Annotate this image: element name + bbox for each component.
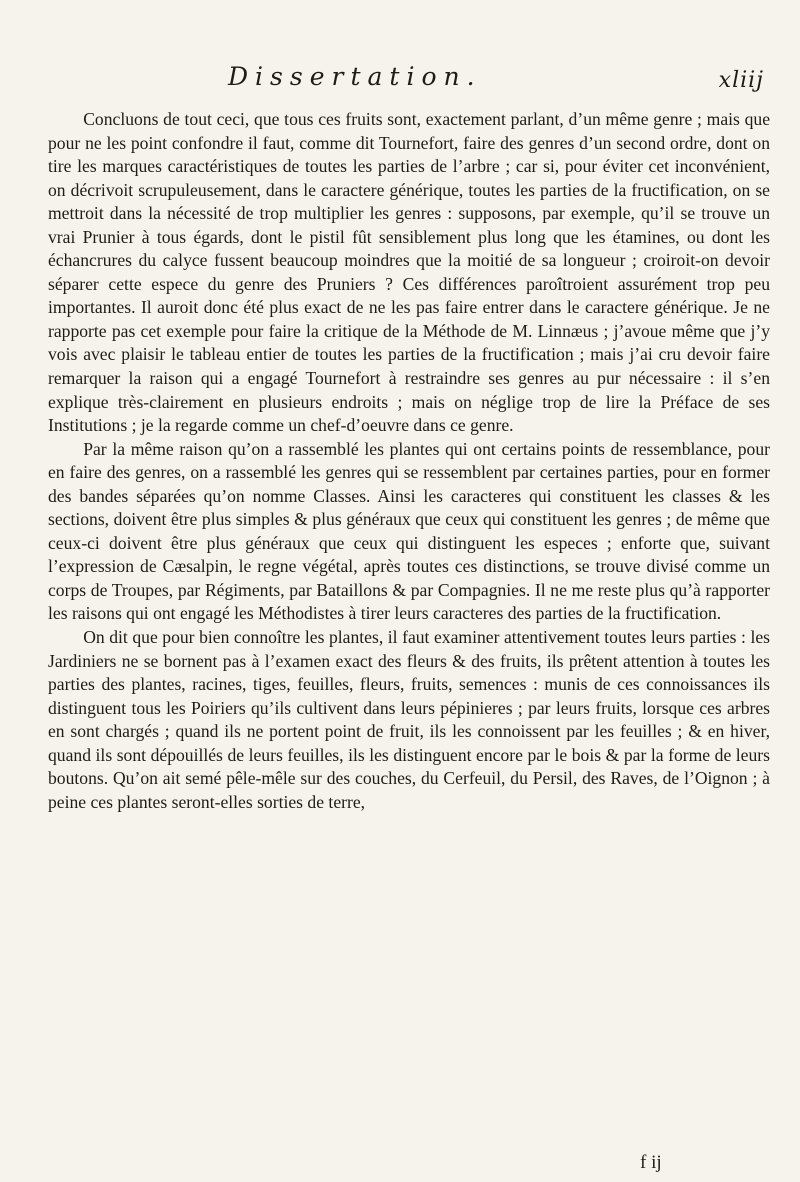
running-title: Dissertation.: [228, 62, 482, 91]
signature-mark: f ij: [640, 1152, 662, 1173]
paragraph-2: Par la même raison qu’on a rassemblé les plantes qui ont certains points de ressemblance, pour en faire des genres, on a rassemblé les genres qui se ressemblent par certaines parties, pour en former des bandes séparées qu’on nomme Classes. Ainsi les caracteres qui constituent les classes & les sections, doivent être plus simples & plus généraux que ceux qui constituent les genres ; de même que ceux-ci doivent être plus généraux que ceux qui distinguent les especes ; enforte que, suivant l’expression de Cæsalpin, le regne végétal, après toutes ces distinctions, se trouve divisé comme un corps de Troupes, par Régiments, par Bataillons & par Compagnies. Il ne me reste plus qu’à rapporter les raisons qui ont engagé les Méthodistes à tirer leurs caracteres des parties de la fructification.: [48, 438, 770, 624]
page-number: xliij: [718, 68, 764, 93]
body-text: [48, 108, 770, 814]
paragraph-1: Concluons de tout ceci, que tous ces fruits sont, exactement parlant, d’un même genre ; mais que pour ne les point confondre il faut, comme dit Tournefort, faire des genres d’un second ordre, dont on tire les marques caractéristiques de toutes les parties de l’arbre ; car si, pour éviter cet inconvénient, on décrivoit scrupuleusement, dans le caractere générique, toutes les parties de la fructification, on se mettroit dans la nécessité de trop multiplier les genres : supposons, par exemple, qu’il se trouve un vrai Prunier à tous égards, dont le pistil fût sensiblement plus long que les étamines, ou dont les échancrures du calyce fussent beaucoup moindres que la moitié de sa longueur ; croiroit-on devoir séparer cette espece du genre des Pruniers ? Ces différences paroîtroient assurément trop peu importantes. Il auroit donc été plus exact de ne les pas faire entrer dans le caractere générique. Je ne rapporte pas cet exemple pour faire la critique de la Méthode de M. Linnæus ; j’avoue même que j’y vois avec plaisir le tableau entier de toutes les parties de la fructification ; mais j’ai cru devoir faire remarquer la raison qui a engagé Tournefort à restraindre ses genres au pur nécessaire : il s’en explique très-clairement en plusieurs endroits ; mais on néglige trop de lire la Préface de ses Institutions ; je la regarde comme un chef-d’oeuvre dans ce genre.: [48, 109, 770, 436]
running-head: [48, 58, 770, 98]
paragraph-3: On dit que pour bien connoître les plantes, il faut examiner attentivement toutes leurs parties : les Jardiniers ne se bornent pas à l’examen exact des fleurs & des fruits, ils prêtent attention à toutes les parties des plantes, racines, tiges, feuilles, fleurs, fruits, semences : munis de ces connoissances ils distinguent tous les Poiriers qu’ils cultivent dans leurs pépinieres ; par leurs fruits, lorsque ces arbres en sont chargés ; quand ils ne portent point de fruit, ils les connoissent par les feuilles ; & en hiver, quand ils sont dépouillés de leurs feuilles, ils les distinguent encore par le bois & par la forme de leurs boutons. Qu’on ait semé pêle-mêle sur des couches, du Cerfeuil, du Persil, des Raves, de l’Oignon ; à peine ces plantes seront-elles sorties de terre,: [48, 627, 770, 812]
